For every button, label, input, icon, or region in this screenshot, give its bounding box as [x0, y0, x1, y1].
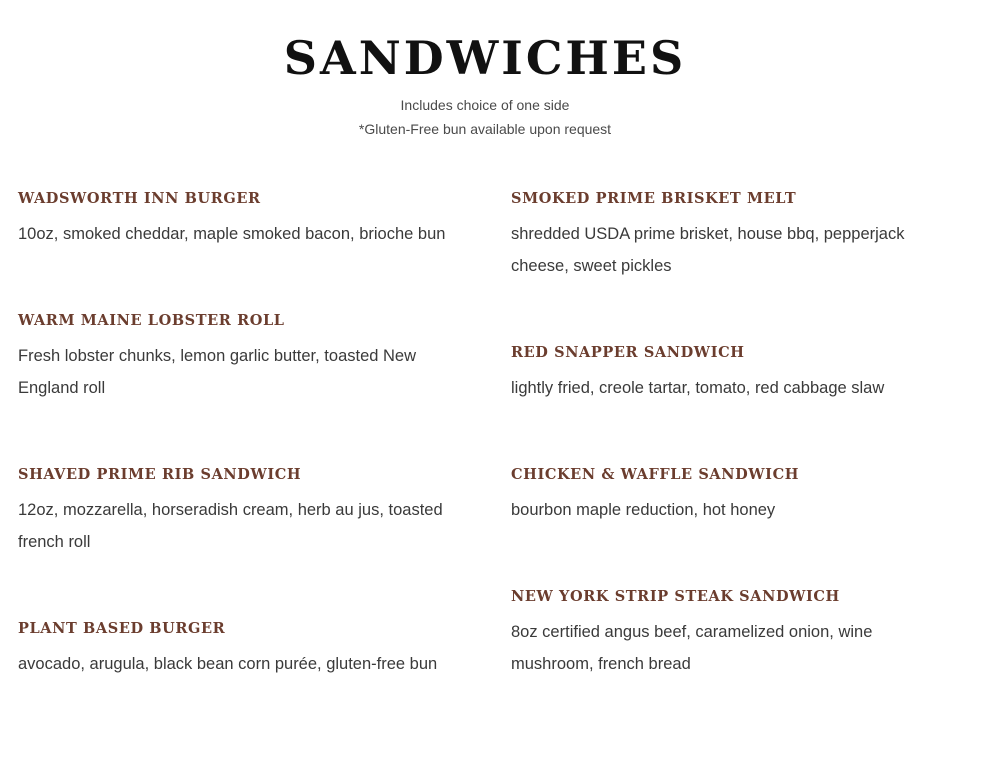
item-name: WADSWORTH INN BURGER — [18, 190, 261, 207]
item-name: NEW YORK STRIP STEAK SANDWICH — [511, 588, 840, 605]
item-name: PLANT BASED BURGER — [18, 620, 226, 637]
item-description: lightly fried, creole tartar, tomato, red cabbage slaw — [511, 379, 885, 397]
item-description: Fresh lobster chunks, lemon garlic butter, toasted New England roll — [18, 347, 417, 397]
side-note: Includes choice of one side — [400, 97, 570, 113]
menu-item — [511, 188, 931, 282]
page-title: SANDWICHES — [283, 31, 687, 85]
item-description: bourbon maple reduction, hot honey — [511, 501, 776, 519]
item-name: SMOKED PRIME BRISKET MELT — [511, 190, 797, 207]
item-description: 12oz, mozzarella, horseradish cream, herb au jus, toasted french roll — [18, 501, 443, 551]
item-name: CHICKEN & WAFFLE SANDWICH — [511, 466, 800, 483]
item-name: SHAVED PRIME RIB SANDWICH — [18, 466, 302, 483]
item-description: 8oz certified angus beef, caramelized onion, wine mushroom, french bread — [511, 623, 873, 673]
menu-item — [511, 464, 931, 526]
item-name: RED SNAPPER SANDWICH — [511, 344, 745, 361]
item-name: WARM MAINE LOBSTER ROLL — [18, 312, 285, 329]
menu-item — [18, 310, 463, 404]
menu-item — [18, 188, 463, 250]
menu-item — [18, 464, 463, 558]
item-description: shredded USDA prime brisket, house bbq, pepperjack cheese, sweet pickles — [511, 225, 905, 275]
item-description: 10oz, smoked cheddar, maple smoked bacon, brioche bun — [18, 225, 446, 243]
menu-item — [18, 618, 463, 680]
menu-item — [511, 342, 931, 404]
item-description: avocado, arugula, black bean corn purée, gluten-free bun — [18, 655, 438, 673]
menu-item — [511, 586, 931, 680]
gluten-free-note: *Gluten-Free bun available upon request — [358, 121, 612, 137]
